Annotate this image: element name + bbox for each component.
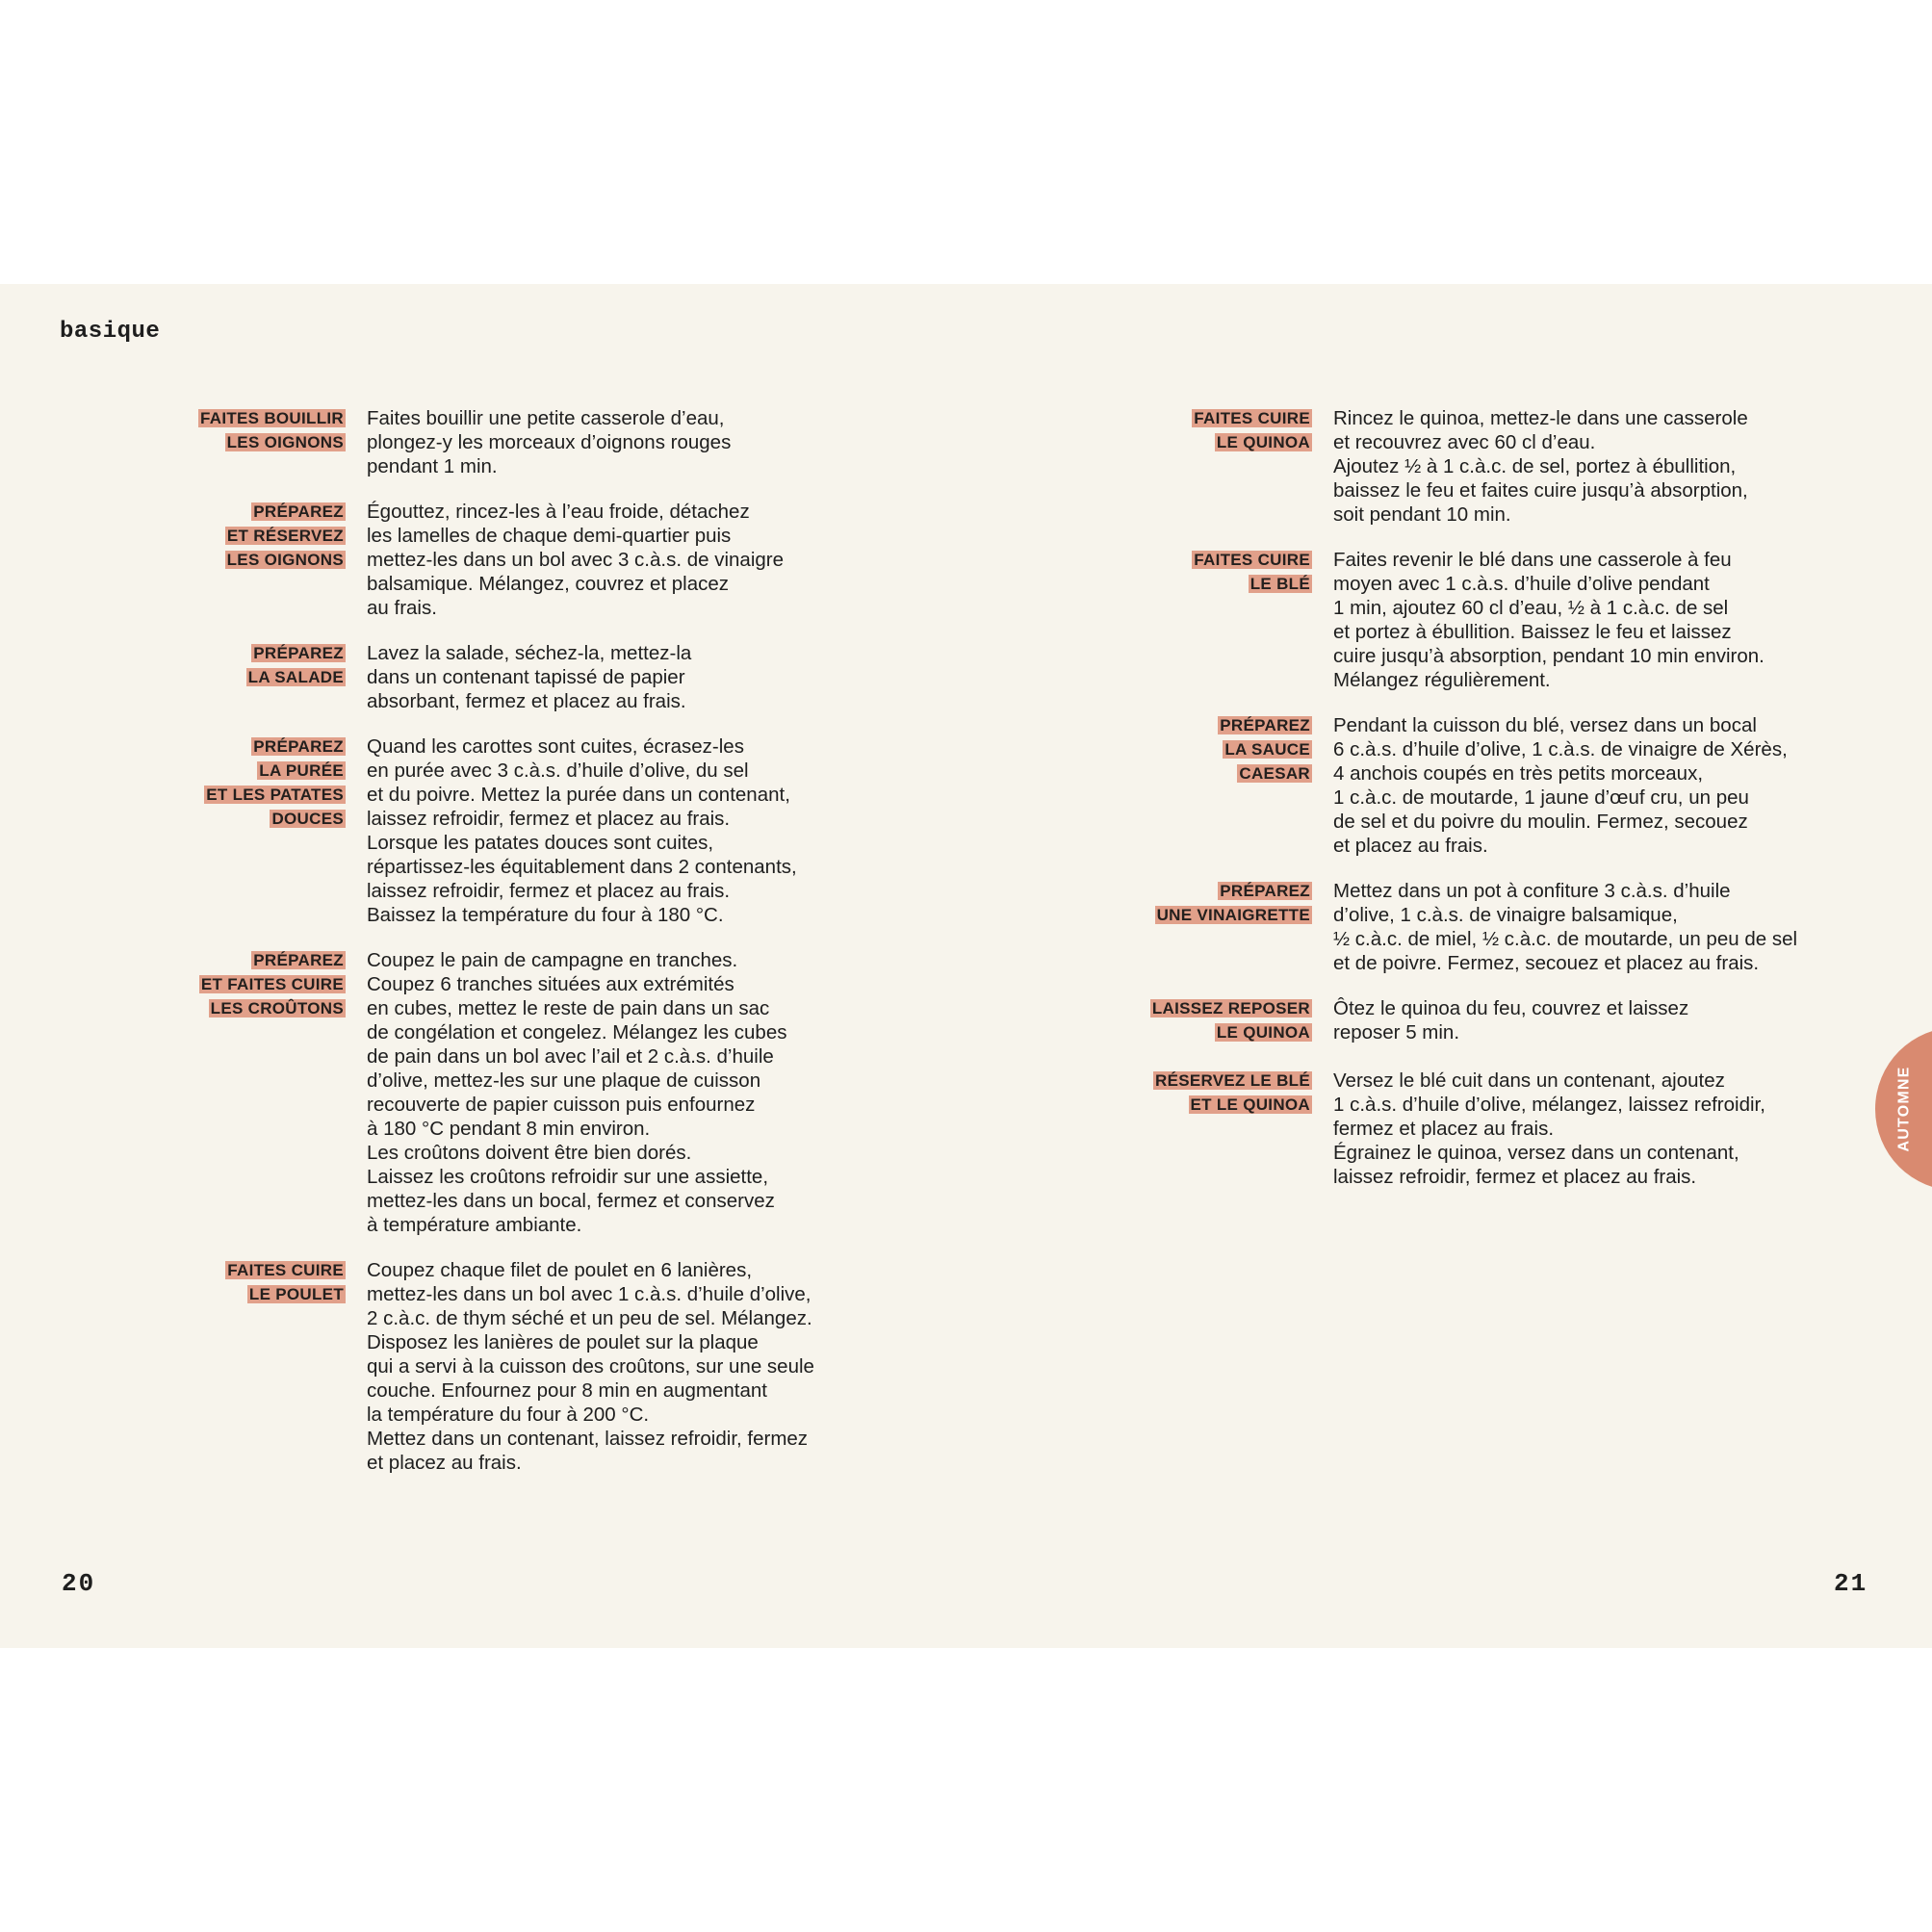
step-text-line: et recouvrez avec 60 cl d’eau. — [1333, 431, 1596, 453]
step-text-line: 1 min, ajoutez 60 cl d’eau, ½ à 1 c.à.c. de sel — [1333, 597, 1729, 619]
step-label-row — [183, 1285, 346, 1303]
step-label-row — [183, 502, 346, 521]
step-label — [183, 644, 346, 692]
step-label-row — [1136, 433, 1312, 451]
season-tab-label: AUTOMNE — [1895, 1066, 1912, 1152]
step-text-line: Lavez la salade, séchez-la, mettez-la — [367, 642, 692, 664]
step-text-line: Disposez les lanières de poulet sur la plaque — [367, 1331, 759, 1353]
step-text — [1333, 879, 1853, 975]
step-label — [183, 502, 346, 575]
step-text-line: à 180 °C pendant 8 min environ. — [367, 1118, 651, 1140]
step-label-row — [183, 433, 346, 451]
step-text-line: la température du four à 200 °C. — [367, 1404, 650, 1426]
season-tab-label-wrap — [1875, 1027, 1932, 1191]
step-text — [367, 1258, 867, 1475]
step-text-line: de sel et du poivre du moulin. Fermez, secouez — [1333, 811, 1748, 833]
step-text-line: Quand les carottes sont cuites, écrasez-les — [367, 735, 744, 758]
step-text-line: Versez le blé cuit dans un contenant, ajoutez — [1333, 1069, 1725, 1092]
section-title: basique — [60, 319, 161, 345]
step-text-line: Ôtez le quinoa du feu, couvrez et laissez — [1333, 997, 1689, 1019]
step-text-line: et portez à ébullition. Baissez le feu et laissez — [1333, 621, 1732, 643]
step-label-row — [183, 951, 346, 969]
step-text-line: et du poivre. Mettez la purée dans un contenant, — [367, 784, 790, 806]
step-text-line: qui a servi à la cuisson des croûtons, sur une seule — [367, 1355, 814, 1378]
step-text-line: 1 c.à.s. d’huile d’olive, mélangez, laissez refroidir, — [1333, 1094, 1765, 1116]
step — [183, 951, 867, 1237]
step-text-line: Mettez dans un pot à confiture 3 c.à.s. d’huile — [1333, 880, 1731, 902]
step-text-line: Coupez le pain de campagne en tranches. — [367, 949, 738, 971]
step-text — [367, 948, 867, 1237]
step-label-line: LE QUINOA — [1216, 1023, 1310, 1042]
step — [1136, 999, 1853, 1047]
step-label — [1136, 551, 1312, 599]
step-label-row — [1136, 1095, 1312, 1114]
step-label — [1136, 999, 1312, 1047]
step-text-line: au frais. — [367, 597, 437, 619]
step-text-line: laissez refroidir, fermez et placez au frais. — [367, 808, 731, 830]
step-text-line: mettez-les dans un bol avec 1 c.à.s. d’huile d’olive, — [367, 1283, 811, 1305]
step-label-line: LES CROÛTONS — [210, 999, 344, 1018]
page-number-right: 21 — [1834, 1569, 1868, 1598]
step-text-line: 6 c.à.s. d’huile d’olive, 1 c.à.s. de vinaigre de Xérès, — [1333, 738, 1788, 760]
step-label-line: ET LE QUINOA — [1190, 1095, 1310, 1114]
step-text-line: d’olive, mettez-les sur une plaque de cuisson — [367, 1069, 761, 1092]
step-text-line: couche. Enfournez pour 8 min en augmentant — [367, 1379, 767, 1402]
step-label-line: PRÉPAREZ — [253, 951, 344, 969]
step-text-line: plongez-y les morceaux d’oignons rouges — [367, 431, 732, 453]
step-label-line: FAITES CUIRE — [1194, 551, 1310, 569]
step-label-line: FAITES BOUILLIR — [200, 409, 344, 427]
step-text-line: baissez le feu et faites cuire jusqu’à absorption, — [1333, 479, 1748, 502]
step-label-row — [1136, 409, 1312, 427]
step-label-line: LES OIGNONS — [226, 551, 344, 569]
step-text-line: Mélangez régulièrement. — [1333, 669, 1551, 691]
step-text-line: à température ambiante. — [367, 1214, 582, 1236]
step-text-line: Laissez les croûtons refroidir sur une assiette, — [367, 1166, 769, 1188]
step-text-line: laissez refroidir, fermez et placez au frais. — [1333, 1166, 1697, 1188]
step-text-line: Faites bouillir une petite casserole d’eau, — [367, 407, 725, 429]
step-label-line: LA PURÉE — [259, 761, 344, 780]
step-label-line: LE POULET — [248, 1285, 344, 1303]
step-text-line: 2 c.à.c. de thym séché et un peu de sel. Mélangez. — [367, 1307, 812, 1329]
step-text-line: de congélation et congelez. Mélangez les cubes — [367, 1021, 787, 1043]
step-label-row — [183, 551, 346, 569]
step-label — [1136, 716, 1312, 788]
step-label-row — [1136, 551, 1312, 569]
step-label-line: LES OIGNONS — [226, 433, 344, 451]
step-text-line: de pain dans un bol avec l’ail et 2 c.à.s. d’huile — [367, 1045, 774, 1068]
step-text-line: dans un contenant tapissé de papier — [367, 666, 685, 688]
step-label-line: LE BLÉ — [1249, 575, 1310, 593]
step-text-line: 4 anchois coupés en très petits morceaux, — [1333, 762, 1704, 785]
step-text — [1333, 996, 1853, 1044]
step — [183, 502, 867, 620]
step-label-line: DOUCES — [271, 810, 344, 828]
step-label-line: RÉSERVEZ LE BLÉ — [1155, 1071, 1310, 1090]
step-label — [183, 1261, 346, 1309]
step-text — [1333, 713, 1853, 858]
step-label-line: FAITES CUIRE — [227, 1261, 344, 1279]
step-text-line: ½ c.à.c. de miel, ½ c.à.c. de moutarde, un peu de sel — [1333, 928, 1798, 950]
step — [1136, 716, 1853, 858]
step — [1136, 551, 1853, 692]
step-label-row — [1136, 1023, 1312, 1042]
step-text-line: absorbant, fermez et placez au frais. — [367, 690, 686, 712]
step-text — [1333, 1069, 1853, 1189]
step-text-line: Les croûtons doivent être bien dorés. — [367, 1142, 692, 1164]
step-label-row — [183, 761, 346, 780]
step-label-row — [183, 999, 346, 1018]
step-text-line: laissez refroidir, fermez et placez au frais. — [367, 880, 731, 902]
step-text-line: Égrainez le quinoa, versez dans un contenant, — [1333, 1142, 1739, 1164]
step-text-line: 1 c.à.c. de moutarde, 1 jaune d’œuf cru, un peu — [1333, 786, 1749, 809]
step-text-line: Coupez 6 tranches situées aux extrémités — [367, 973, 734, 995]
step-label-line: ET RÉSERVEZ — [226, 527, 344, 545]
step — [1136, 409, 1853, 527]
step-text-line: Mettez dans un contenant, laissez refroidir, fermez — [367, 1428, 809, 1450]
step-text-line: en purée avec 3 c.à.s. d’huile d’olive, du sel — [367, 760, 749, 782]
step-text-line: pendant 1 min. — [367, 455, 498, 477]
step-label — [183, 951, 346, 1023]
step — [183, 644, 867, 713]
step-label-row — [183, 644, 346, 662]
step-label-row — [1136, 575, 1312, 593]
step-label-row — [1136, 999, 1312, 1018]
step-text-line: Rincez le quinoa, mettez-le dans une casserole — [1333, 407, 1748, 429]
step-label-row — [1136, 716, 1312, 734]
step-label-row — [1136, 1071, 1312, 1090]
step-text — [367, 406, 867, 478]
step-text-line: mettez-les dans un bocal, fermez et conservez — [367, 1190, 775, 1212]
step-label-row — [1136, 882, 1312, 900]
step-text-line: Pendant la cuisson du blé, versez dans un bocal — [1333, 714, 1757, 736]
step-text-line: et placez au frais. — [1333, 835, 1488, 857]
step — [1136, 882, 1853, 975]
step-text — [367, 500, 867, 620]
step-text-line: recouverte de papier cuisson puis enfournez — [367, 1094, 756, 1116]
step-label-line: LE QUINOA — [1216, 433, 1310, 451]
step-label-row — [183, 409, 346, 427]
step-text-line: reposer 5 min. — [1333, 1021, 1460, 1043]
step-label-line: PRÉPAREZ — [253, 502, 344, 521]
step-label-line: LA SAUCE — [1224, 740, 1310, 759]
step-label-line: LA SALADE — [247, 668, 344, 686]
step-label-row — [183, 786, 346, 804]
step-text — [1333, 548, 1853, 692]
left-page-steps — [183, 409, 867, 1475]
step — [183, 409, 867, 478]
step-text-line: Faites revenir le blé dans une casserole à feu — [1333, 549, 1732, 571]
step-text-line: d’olive, 1 c.à.s. de vinaigre balsamique, — [1333, 904, 1678, 926]
step — [183, 737, 867, 927]
step-text-line: et placez au frais. — [367, 1452, 522, 1474]
right-page-steps — [1136, 409, 1853, 1189]
step-label-row — [183, 810, 346, 828]
step-text-line: répartissez-les équitablement dans 2 contenants, — [367, 856, 797, 878]
step-label — [1136, 409, 1312, 457]
step-text-line: mettez-les dans un bol avec 3 c.à.s. de vinaigre — [367, 549, 785, 571]
step — [183, 1261, 867, 1475]
step-text-line: Coupez chaque filet de poulet en 6 lanières, — [367, 1259, 753, 1281]
step-text-line: les lamelles de chaque demi-quartier puis — [367, 525, 732, 547]
step-label-row — [1136, 906, 1312, 924]
step-label-line: PRÉPAREZ — [1220, 716, 1310, 734]
step-label-line: PRÉPAREZ — [253, 737, 344, 756]
step-text-line: et de poivre. Fermez, secouez et placez au frais. — [1333, 952, 1760, 974]
step-text — [1333, 406, 1853, 527]
step-label-line: ET LES PATATES — [206, 786, 344, 804]
step-text-line: soit pendant 10 min. — [1333, 503, 1511, 526]
step-label-row — [183, 527, 346, 545]
step-label-row — [183, 1261, 346, 1279]
step-label-row — [183, 668, 346, 686]
step-label-line: PRÉPAREZ — [253, 644, 344, 662]
step-text — [367, 641, 867, 713]
step-label-line: LAISSEZ REPOSER — [1151, 999, 1310, 1018]
step-label-line: FAITES CUIRE — [1194, 409, 1310, 427]
step-text-line: Ajoutez ½ à 1 c.à.c. de sel, portez à ébullition, — [1333, 455, 1737, 477]
step-label-line: UNE VINAIGRETTE — [1156, 906, 1310, 924]
step-text-line: en cubes, mettez le reste de pain dans un sac — [367, 997, 770, 1019]
step-label-line: CAESAR — [1239, 764, 1310, 783]
step-text-line: moyen avec 1 c.à.s. d’huile d’olive pendant — [1333, 573, 1710, 595]
step-text-line: Égouttez, rincez-les à l’eau froide, détachez — [367, 501, 750, 523]
step — [1136, 1071, 1853, 1189]
step-text — [367, 734, 867, 927]
step-label-row — [1136, 764, 1312, 783]
step-label — [1136, 1071, 1312, 1120]
step-text-line: Baissez la température du four à 180 °C. — [367, 904, 724, 926]
step-text-line: balsamique. Mélangez, couvrez et placez — [367, 573, 730, 595]
step-label — [183, 409, 346, 457]
step-label-row — [1136, 740, 1312, 759]
step-label — [183, 737, 346, 834]
step-label — [1136, 882, 1312, 930]
page-number-left: 20 — [62, 1569, 96, 1598]
step-label-line: ET FAITES CUIRE — [200, 975, 344, 993]
step-label-line: PRÉPAREZ — [1220, 882, 1310, 900]
step-label-row — [183, 737, 346, 756]
step-text-line: fermez et placez au frais. — [1333, 1118, 1555, 1140]
step-text-line: cuire jusqu’à absorption, pendant 10 min environ. — [1333, 645, 1765, 667]
step-text-line: Lorsque les patates douces sont cuites, — [367, 832, 714, 854]
step-label-row — [183, 975, 346, 993]
